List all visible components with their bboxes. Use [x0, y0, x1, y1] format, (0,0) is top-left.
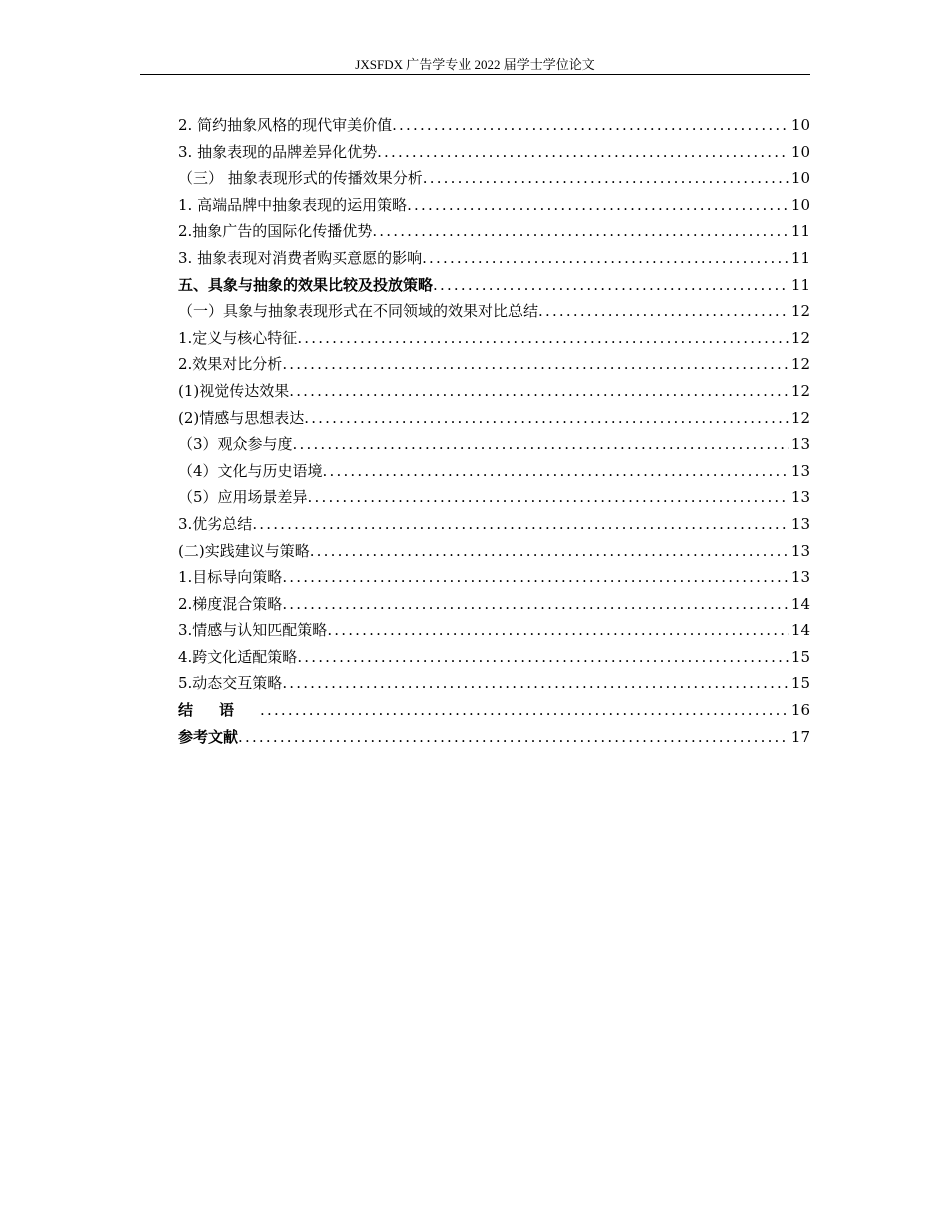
toc-entry-page: 10 — [790, 195, 810, 214]
toc-entry[interactable] — [178, 405, 810, 432]
toc-entry-title: （三） 抽象表现形式的传播效果分析 — [178, 169, 423, 188]
toc-entry-page: 12 — [790, 408, 810, 427]
toc-entry[interactable] — [178, 431, 810, 458]
toc-entry[interactable] — [178, 484, 810, 511]
table-of-contents — [178, 112, 810, 750]
toc-entry-title: 结语 — [178, 701, 261, 720]
toc-entry[interactable] — [178, 298, 810, 325]
toc-entry-page: 13 — [790, 541, 810, 560]
toc-entry-page: 12 — [790, 381, 810, 400]
dot-leader — [538, 298, 789, 325]
toc-entry-title: 2. 简约抽象风格的现代审美价值 — [178, 116, 393, 134]
toc-entry-title: 5.动态交互策略 — [178, 674, 283, 693]
dot-leader — [293, 431, 789, 458]
toc-entry-page: 11 — [790, 248, 810, 267]
dot-leader — [433, 272, 789, 299]
toc-entry-title: 3. 抽象表现的品牌差异化优势 — [178, 142, 378, 161]
toc-entry-page: 13 — [790, 568, 810, 587]
toc-entry-page: 10 — [790, 142, 810, 161]
toc-entry-title: (二)实践建议与策略 — [178, 541, 310, 560]
dot-leader — [252, 511, 789, 538]
toc-entry[interactable] — [178, 112, 810, 139]
dot-leader — [282, 351, 789, 378]
dot-leader — [327, 617, 789, 644]
toc-entry[interactable] — [178, 165, 810, 192]
dot-leader — [282, 591, 789, 618]
running-header: JXSFDX 广告学专业 2022 届学士学位论文 — [355, 57, 595, 72]
toc-entry-page: 13 — [790, 461, 810, 480]
toc-entry-title: 1.定义与核心特征 — [178, 328, 298, 347]
toc-entry-title: (2)情感与思想表达 — [178, 408, 305, 427]
toc-entry-title: 1.目标导向策略 — [178, 568, 283, 587]
toc-entry-title: 2.抽象广告的国际化传播优势 — [178, 222, 373, 241]
toc-entry-title: (1)视觉传达效果 — [178, 381, 290, 400]
toc-entry-title: （一）具象与抽象表现形式在不同领域的效果对比总结 — [178, 302, 539, 321]
toc-entry-title: 3.优劣总结 — [178, 514, 253, 533]
toc-entry-page: 13 — [790, 514, 810, 533]
toc-entry-title: 2.梯度混合策略 — [178, 594, 283, 613]
toc-entry[interactable] — [178, 192, 810, 219]
toc-chapter-entry[interactable] — [178, 697, 810, 724]
dot-leader — [289, 378, 789, 405]
dot-leader — [297, 644, 789, 671]
toc-entry[interactable] — [178, 218, 810, 245]
toc-entry-title: 参考文献 — [178, 727, 239, 746]
dot-leader — [310, 538, 789, 565]
dot-leader — [407, 192, 789, 219]
toc-entry[interactable] — [178, 458, 810, 485]
toc-entry[interactable] — [178, 591, 810, 618]
toc-entry[interactable] — [178, 538, 810, 565]
toc-entry[interactable] — [178, 245, 810, 272]
toc-entry-page: 11 — [790, 275, 810, 294]
toc-entry-title: 4.跨文化适配策略 — [178, 647, 298, 666]
toc-chapter-entry[interactable] — [178, 272, 810, 299]
dot-leader — [297, 325, 789, 352]
dot-leader — [377, 139, 789, 166]
dot-leader — [392, 112, 789, 139]
toc-entry-page: 17 — [790, 727, 810, 746]
toc-entry-title: （4）文化与历史语境 — [178, 461, 323, 480]
dot-leader — [282, 670, 789, 697]
toc-entry-title: （5）应用场景差异 — [178, 488, 308, 507]
dot-leader — [282, 564, 789, 591]
toc-entry-page: 12 — [790, 302, 810, 321]
toc-entry[interactable] — [178, 670, 810, 697]
dot-leader — [323, 458, 789, 485]
dot-leader — [372, 218, 789, 245]
toc-entry-title: 五、具象与抽象的效果比较及投放策略 — [178, 275, 434, 294]
dot-leader — [304, 405, 789, 432]
toc-entry-page: 10 — [790, 169, 810, 188]
toc-entry-title: 2.效果对比分析 — [178, 355, 283, 374]
toc-entry[interactable] — [178, 325, 810, 352]
toc-entry[interactable] — [178, 351, 810, 378]
toc-entry-page: 15 — [790, 647, 810, 666]
dot-leader — [422, 245, 789, 272]
toc-entry-page: 16 — [790, 701, 810, 720]
dot-leader — [308, 484, 789, 511]
toc-entry[interactable] — [178, 139, 810, 166]
toc-chapter-entry[interactable] — [178, 724, 810, 751]
toc-entry[interactable] — [178, 378, 810, 405]
toc-entry-title: （3）观众参与度 — [178, 435, 293, 454]
dot-leader — [260, 697, 789, 724]
toc-entry-title: 3. 抽象表现对消费者购买意愿的影响 — [178, 248, 423, 267]
toc-entry-title: 1. 高端品牌中抽象表现的运用策略 — [178, 195, 408, 214]
toc-entry[interactable] — [178, 511, 810, 538]
toc-entry-page: 13 — [790, 488, 810, 507]
toc-entry[interactable] — [178, 644, 810, 671]
dot-leader — [238, 724, 789, 751]
toc-entry-page: 14 — [790, 594, 810, 613]
dot-leader — [423, 165, 789, 192]
toc-entry-page: 10 — [790, 116, 810, 134]
toc-entry-page: 13 — [790, 435, 810, 454]
toc-entry-page: 12 — [790, 328, 810, 347]
toc-entry-page: 14 — [790, 621, 810, 640]
toc-entry-page: 12 — [790, 355, 810, 374]
toc-entry[interactable] — [178, 564, 810, 591]
header-rule — [140, 74, 810, 75]
toc-entry-title: 3.情感与认知匹配策略 — [178, 621, 328, 640]
toc-entry-page: 11 — [790, 222, 810, 241]
toc-entry[interactable] — [178, 617, 810, 644]
toc-entry-page: 15 — [790, 674, 810, 693]
